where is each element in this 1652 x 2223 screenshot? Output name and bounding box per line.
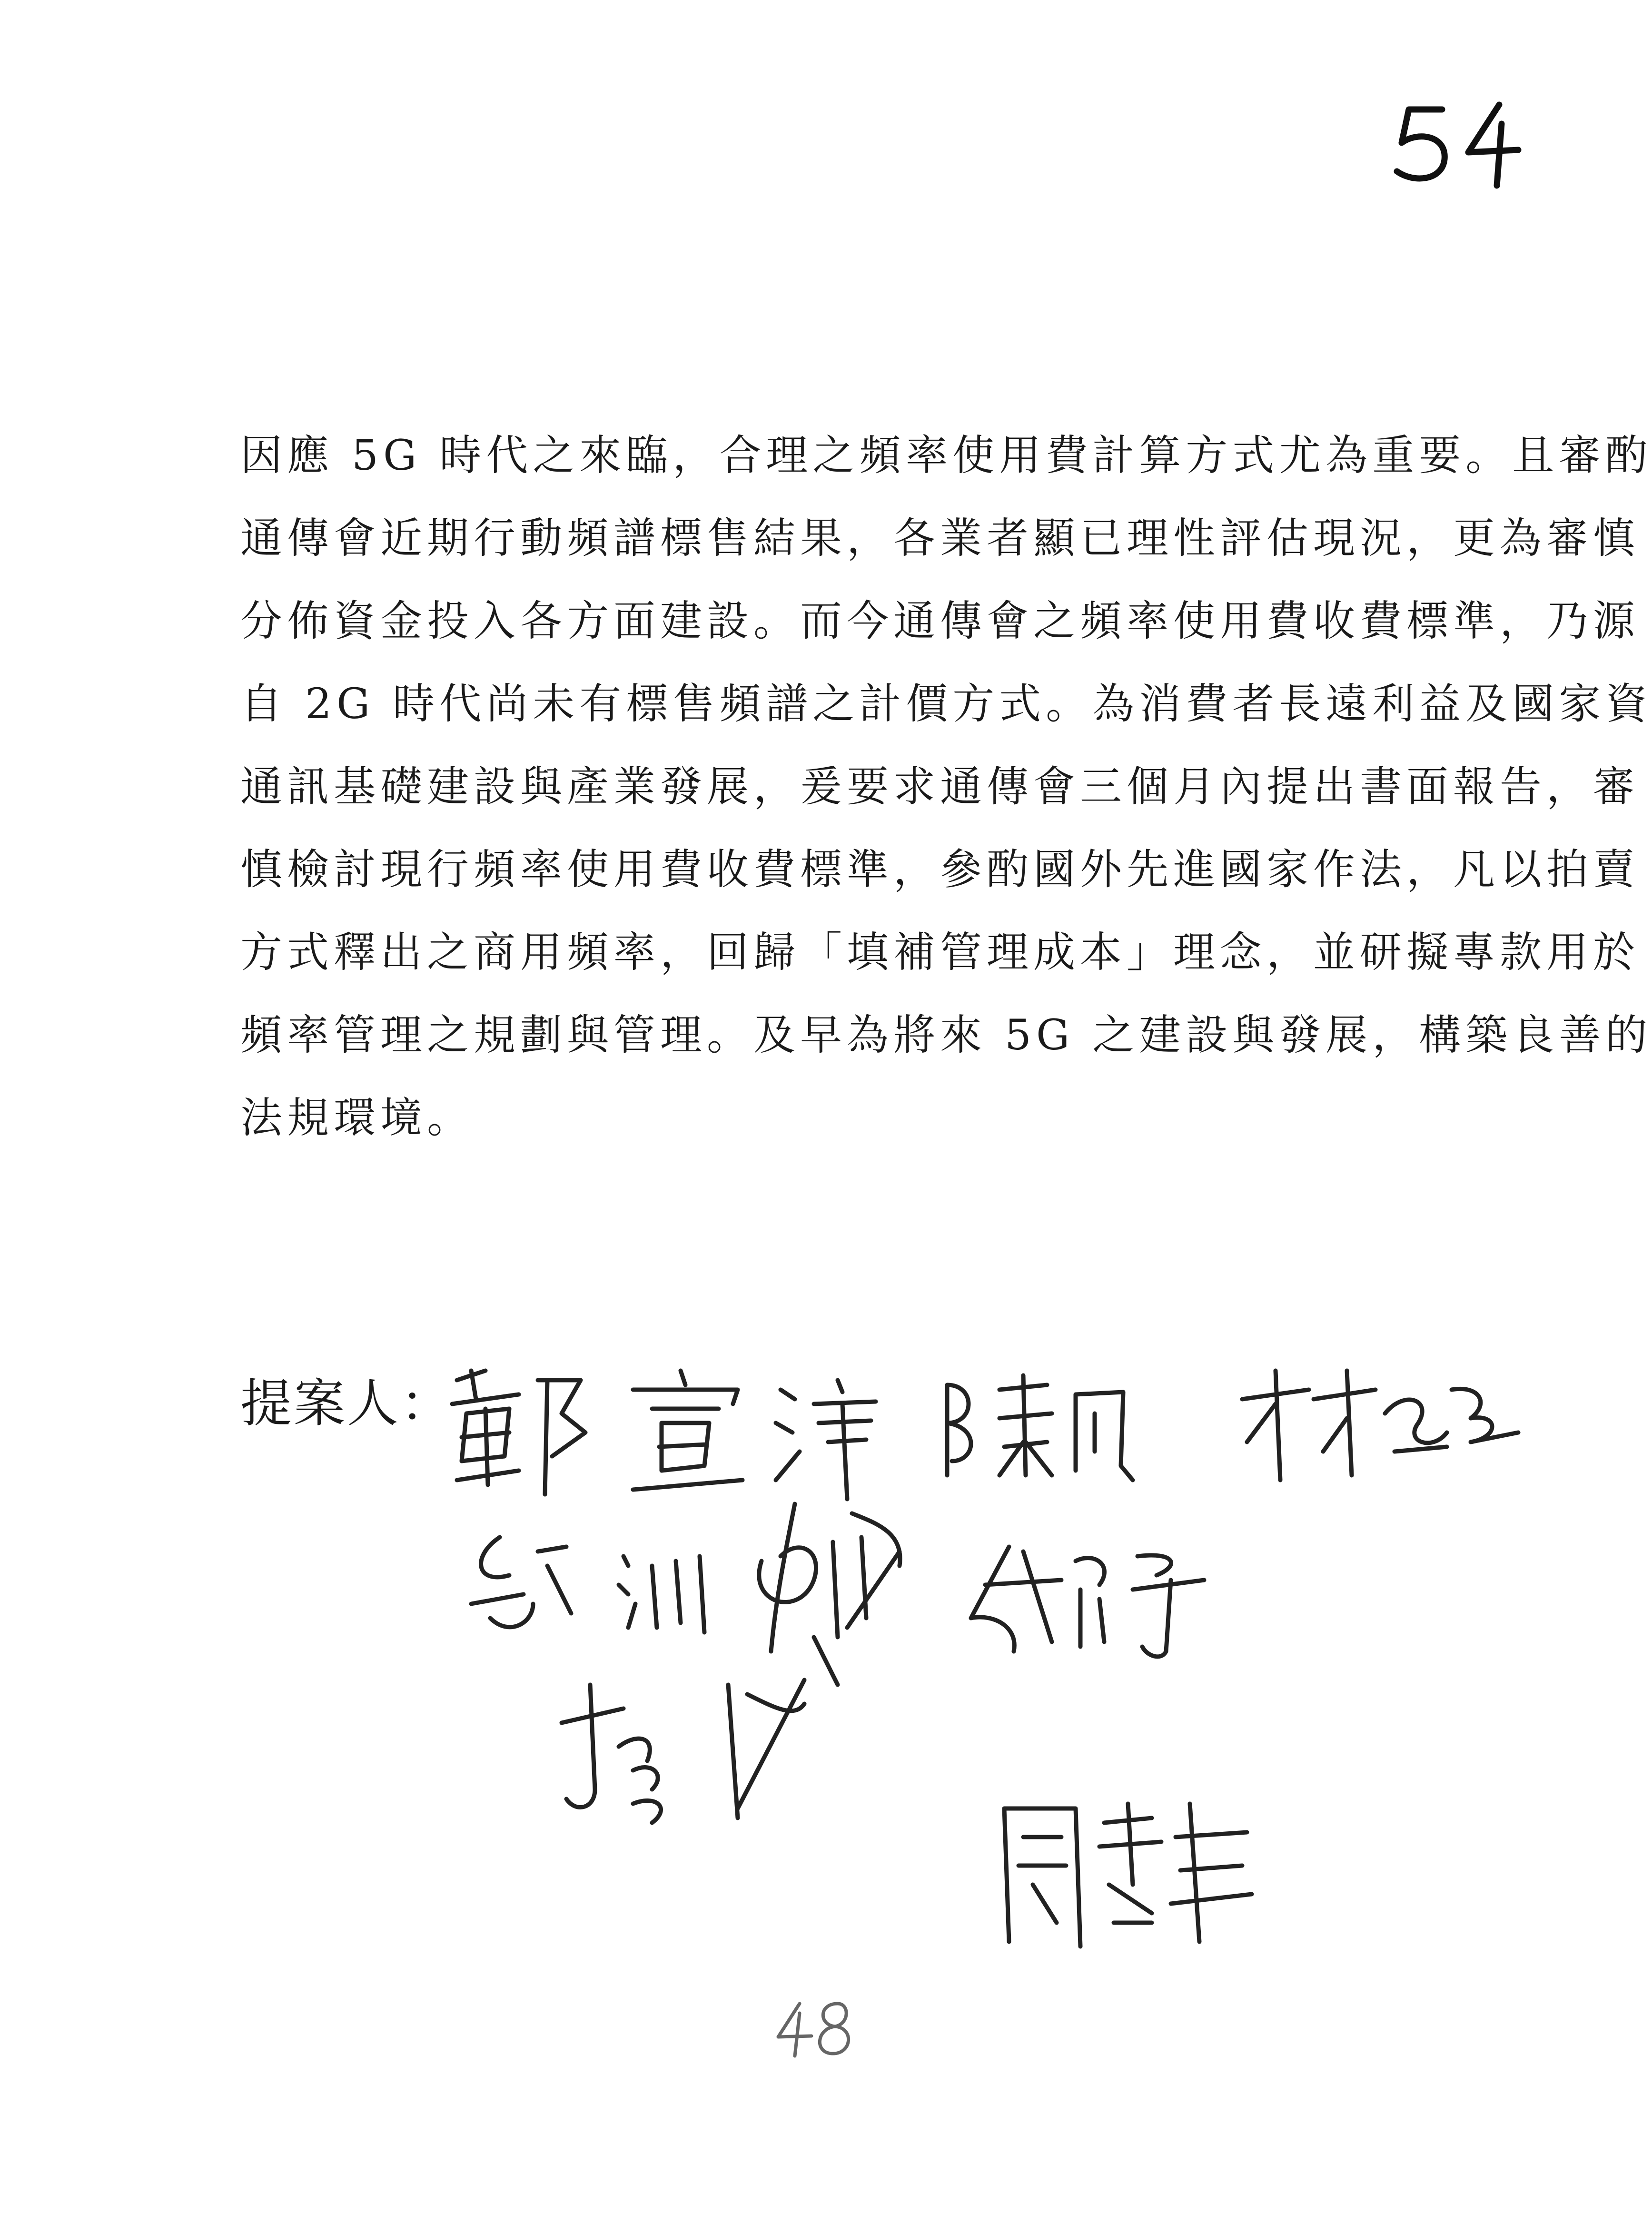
signature-10 <box>547 1666 814 1837</box>
body-line: 因應 5G 時代之來臨，合理之頻率使用費計算方式尤為重要。且審酌 <box>240 431 1652 480</box>
body-line: 法規環境。 <box>240 1093 474 1142</box>
signature-2 <box>614 1361 757 1504</box>
signature-4 <box>933 1366 1161 1490</box>
signature-1 <box>443 1361 595 1504</box>
body-line: 頻率管理之規劃與管理。及早為將來 5G 之建設與發展，構築良善的 <box>240 1010 1652 1059</box>
signature-9 <box>957 1532 1252 1666</box>
body-line: 通訊基礎建設與產業發展，爰要求通傳會三個月內提出書面報告，審 <box>240 762 1640 811</box>
body-paragraph <box>240 414 1652 1159</box>
proposer-label: 提案人： <box>240 1374 454 1433</box>
body-line: 自 2G 時代尚未有標售頻譜之計價方式。為消費者長遠利益及國家資 <box>240 679 1652 728</box>
body-line: 通傳會近期行動頻譜標售結果，各業者顯已理性評估現況，更為審慎 <box>240 514 1640 563</box>
signature-3 <box>766 1371 890 1504</box>
body-line: 方式釋出之商用頻率，回歸「填補管理成本」理念，並研擬專款用於 <box>240 928 1640 977</box>
signature-8 <box>742 1494 942 1694</box>
signature-11 <box>990 1789 1256 1951</box>
handwritten-page-number <box>1380 90 1533 195</box>
signature-7 <box>609 1537 719 1647</box>
body-line: 分佈資金投入各方面建設。而今通傳會之頻率使用費收費標準，乃源 <box>240 596 1640 645</box>
signature-5 <box>1233 1361 1528 1485</box>
footer-page-number <box>766 1994 857 2061</box>
signature-6 <box>457 1523 581 1647</box>
body-line: 慎檢討現行頻率使用費收費標準，參酌國外先進國家作法，凡以拍賣 <box>240 845 1640 894</box>
